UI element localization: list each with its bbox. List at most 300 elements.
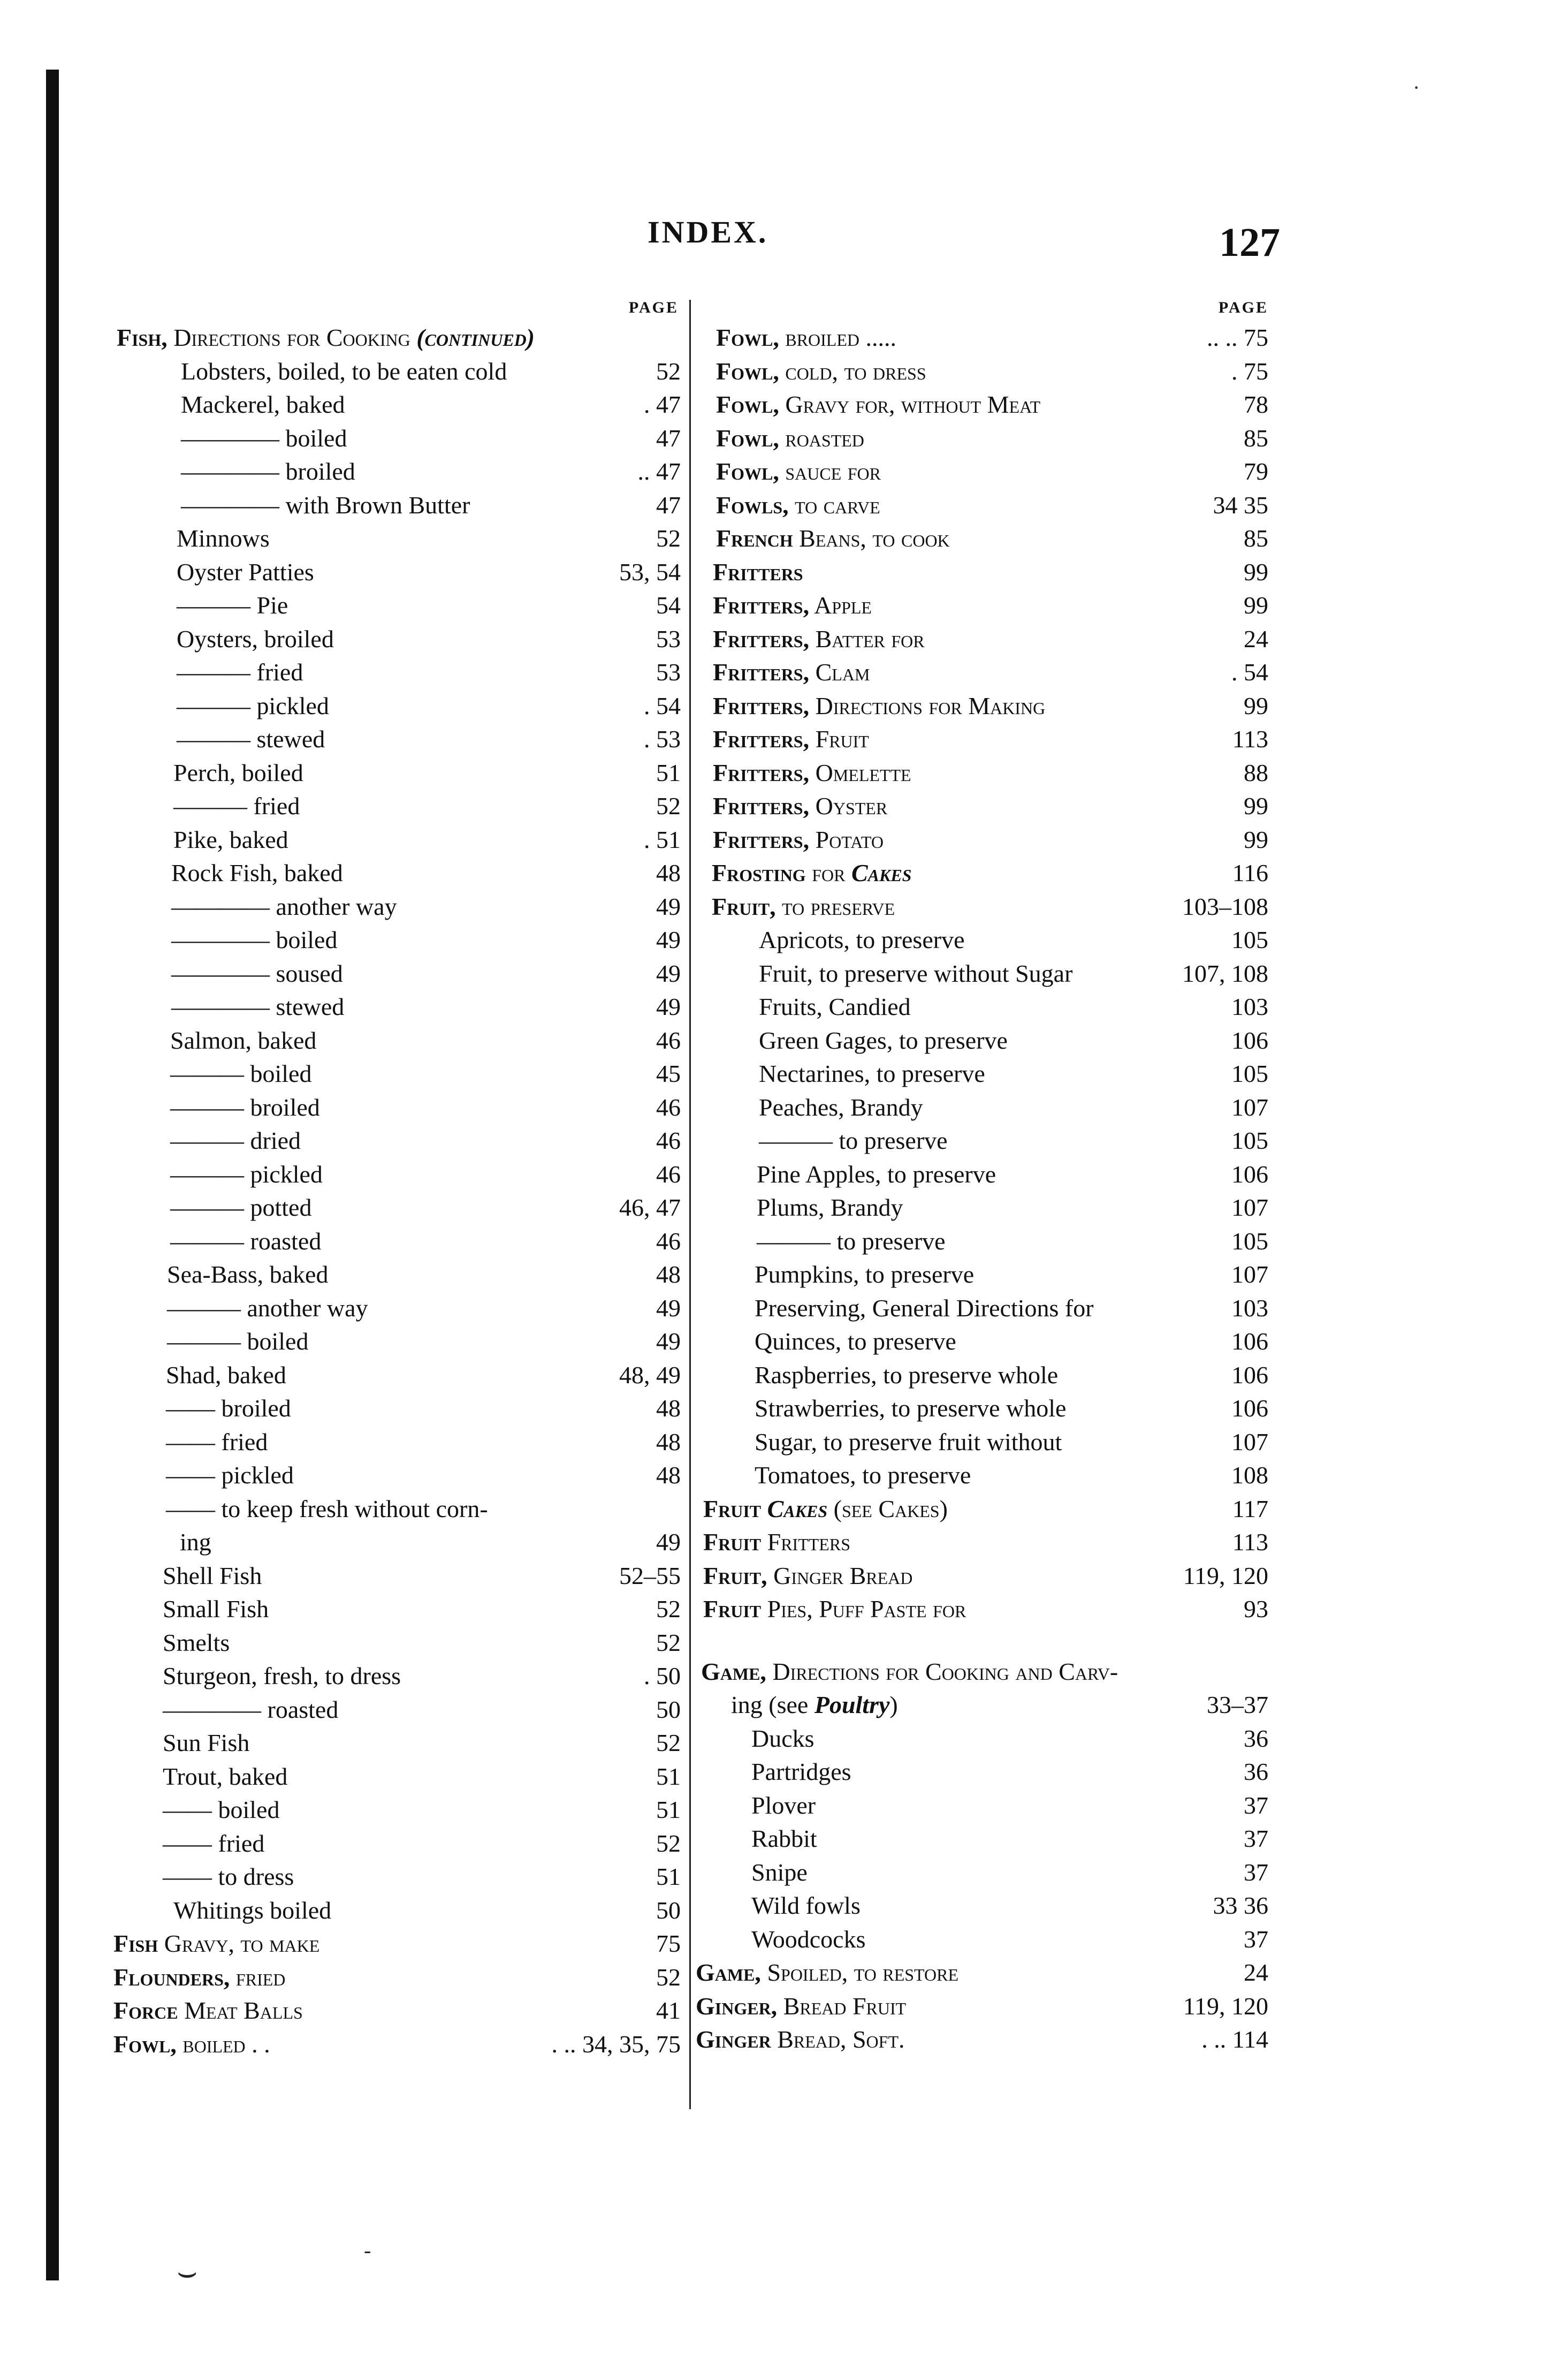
index-entry: [107, 623, 690, 656]
entry-text: Fowl, roasted: [716, 424, 864, 452]
entry-text: Salmon, baked: [170, 1026, 317, 1054]
entry-page: 53: [656, 625, 681, 653]
index-entry: [107, 455, 690, 489]
index-entry: [107, 1894, 690, 1928]
entry-text: Sturgeon, fresh, to dress: [163, 1662, 401, 1689]
entry-page: 75: [656, 1930, 681, 1957]
entry-page: 37: [1244, 1791, 1268, 1819]
entry-page: 48, 49: [619, 1361, 681, 1389]
entry-page: 106: [1231, 1026, 1268, 1054]
entry-text: French Beans, to cook: [716, 525, 950, 552]
index-entry: [696, 1426, 1274, 1459]
entry-page: 47: [656, 491, 681, 519]
entry-text: Small Fish: [163, 1595, 269, 1623]
index-entry: [107, 355, 690, 389]
entry-text: ———— boiled: [181, 424, 347, 452]
entry-text: Ducks: [751, 1724, 814, 1752]
section-gap: [696, 1626, 1274, 1655]
index-entry: [696, 656, 1274, 689]
index-entry: [107, 1459, 690, 1492]
entry-page: 37: [1244, 1858, 1268, 1886]
index-entry: [696, 1593, 1274, 1626]
index-entry: [696, 1158, 1274, 1192]
entry-text: ———— boiled: [171, 926, 338, 953]
entry-page: 41: [656, 1997, 681, 2024]
entry-page: . 75: [1231, 357, 1268, 385]
entry-page: 103: [1231, 993, 1268, 1020]
entry-text: Fish Gravy, to make: [113, 1930, 320, 1957]
index-entry: [696, 1923, 1274, 1957]
entry-text: Fruit, Ginger Bread: [703, 1562, 913, 1589]
entry-text: Partridges: [751, 1758, 851, 1785]
index-entry: [696, 455, 1274, 489]
entry-page: . .. 114: [1201, 2026, 1268, 2053]
entry-text: Fowl, boiled . .: [113, 2030, 270, 2058]
entry-page: 52: [656, 1829, 681, 1857]
entry-page: 49: [656, 1294, 681, 1322]
entry-page: 49: [656, 959, 681, 987]
entry-page: 105: [1231, 1060, 1268, 1087]
entry-page: 37: [1244, 1825, 1268, 1852]
index-entry: [107, 388, 690, 422]
entry-text: Shad, baked: [166, 1361, 286, 1389]
entry-text: Fritters, Directions for Making: [713, 692, 1046, 719]
index-entry: [107, 422, 690, 456]
entry-page: 52: [656, 357, 681, 385]
entry-text: ——— to preserve: [757, 1227, 946, 1255]
entry-page: 107: [1231, 1093, 1268, 1121]
entry-text: Fritters, Potato: [713, 825, 884, 853]
index-entry: [696, 489, 1274, 522]
entry-page: 99: [1244, 825, 1268, 853]
index-entry: [696, 857, 1274, 890]
index-entry: [696, 689, 1274, 723]
entry-page: . 47: [644, 391, 681, 418]
entry-page: 107: [1231, 1428, 1268, 1456]
entry-text: Fruit Fritters: [703, 1528, 850, 1556]
entry-page: 51: [656, 1762, 681, 1790]
index-entry: [107, 522, 690, 556]
index-entry: [696, 1057, 1274, 1091]
entry-text: Minnows: [177, 525, 270, 552]
entry-page: 103: [1231, 1294, 1268, 1322]
entry-page: 46: [656, 1160, 681, 1188]
index-entry: [107, 1827, 690, 1861]
index-entry: [107, 556, 690, 589]
entry-text: ———— broiled: [181, 458, 355, 485]
entry-text: ——— another way: [167, 1294, 368, 1322]
index-entry: [107, 957, 690, 991]
entry-text: Raspberries, to preserve whole: [755, 1361, 1059, 1389]
entry-page: 78: [1244, 391, 1268, 418]
entry-text: Quinces, to preserve: [755, 1328, 956, 1355]
entry-page: 107, 108: [1182, 959, 1268, 987]
index-entry: [696, 756, 1274, 790]
entry-text: Plums, Brandy: [757, 1194, 903, 1221]
index-entry: [696, 1990, 1274, 2023]
entry-text: Shell Fish: [163, 1562, 262, 1589]
entry-text: Fowls, to carve: [716, 491, 880, 519]
entry-text: Game, Spoiled, to restore: [696, 1959, 959, 1986]
column-header: [107, 289, 690, 321]
entry-text: Woodcocks: [751, 1925, 866, 1953]
index-entry: [696, 1225, 1274, 1259]
index-entry: [107, 2028, 690, 2061]
entry-page: 48: [656, 859, 681, 886]
entry-page: 116: [1232, 859, 1268, 886]
entry-text: Fritters, Batter for: [713, 625, 925, 653]
entry-text: Flounders, fried: [113, 1963, 286, 1991]
entry-page: 93: [1244, 1595, 1268, 1623]
index-entry: [107, 857, 690, 890]
entry-page: 46: [656, 1026, 681, 1054]
entry-page: 52: [656, 792, 681, 820]
entry-page: 36: [1244, 1758, 1268, 1785]
entry-text: ——— dried: [170, 1127, 301, 1154]
entry-text: Trout, baked: [163, 1762, 288, 1790]
entry-page: 106: [1231, 1394, 1268, 1422]
index-entry: [696, 723, 1274, 756]
entry-text: Sea-Bass, baked: [167, 1261, 329, 1288]
entry-text: Rabbit: [751, 1825, 817, 1852]
index-column-right: [696, 289, 1274, 2057]
index-entry: [107, 1191, 690, 1225]
entry-text: Whitings boiled: [173, 1896, 332, 1924]
index-entry: [696, 1956, 1274, 1990]
entry-page: 48: [656, 1261, 681, 1288]
index-entry: [107, 1760, 690, 1794]
index-entry: [107, 790, 690, 823]
index-entry: [696, 1359, 1274, 1392]
index-entry: [107, 890, 690, 924]
entry-text: ——— Pie: [177, 592, 288, 619]
entry-page: 24: [1244, 625, 1268, 653]
index-entry: [107, 1860, 690, 1894]
entry-page: 106: [1231, 1160, 1268, 1188]
entry-text: —— fried: [163, 1829, 265, 1857]
index-entry: [696, 990, 1274, 1024]
index-entry: [696, 1258, 1274, 1292]
index-entry: [107, 1158, 690, 1192]
entry-text: Smelts: [163, 1628, 230, 1656]
entry-page: 46: [656, 1093, 681, 1121]
entry-page: 52: [656, 1963, 681, 1991]
index-entry: [696, 1655, 1274, 1689]
entry-text: ———— stewed: [171, 993, 345, 1020]
index-entry: [696, 790, 1274, 823]
index-entry: [696, 1722, 1274, 1756]
entry-text: Snipe: [751, 1858, 808, 1886]
index-entry: [696, 1124, 1274, 1158]
entry-page: 45: [656, 1060, 681, 1087]
index-entry: [107, 923, 690, 957]
entry-page: 85: [1244, 525, 1268, 552]
entry-text: ———— roasted: [163, 1695, 339, 1723]
entry-text: Plover: [751, 1791, 816, 1819]
entry-text: Pumpkins, to preserve: [755, 1261, 975, 1288]
entry-page: 47: [656, 424, 681, 452]
entry-page: 54: [656, 592, 681, 619]
entry-text: Fowl, Gravy for, without Meat: [716, 391, 1041, 418]
entry-page: 51: [656, 1796, 681, 1823]
page-column-heading: PAGE: [1218, 299, 1268, 316]
index-entry: [107, 1359, 690, 1392]
entry-text: Mackerel, baked: [181, 391, 345, 418]
index-entry: [696, 1688, 1274, 1722]
entry-page: 37: [1244, 1925, 1268, 1953]
entry-text: Peaches, Brandy: [759, 1093, 923, 1121]
entry-text: Fish, Directions for Cooking (continued): [117, 324, 535, 351]
entry-page: 119, 120: [1183, 1562, 1268, 1589]
index-entry: [696, 1856, 1274, 1890]
entry-text: Pine Apples, to preserve: [757, 1160, 996, 1188]
entry-text: Fritters, Oyster: [713, 792, 888, 820]
entry-page: 50: [656, 1695, 681, 1723]
entry-page: . 54: [1231, 658, 1268, 686]
entry-page: . .. 34, 35, 75: [551, 2030, 681, 2058]
index-entry: [107, 1726, 690, 1760]
index-entry: [107, 756, 690, 790]
index-entry: [107, 1693, 690, 1727]
index-entry: [696, 1526, 1274, 1559]
index-entry: [107, 1024, 690, 1058]
index-entry: [696, 823, 1274, 857]
entry-page: 53: [656, 658, 681, 686]
entry-text: —— broiled: [166, 1394, 291, 1422]
entry-page: 52: [656, 525, 681, 552]
entry-text: ———— with Brown Butter: [181, 491, 470, 519]
entry-text: —— fried: [166, 1428, 268, 1456]
index-entry: [107, 1124, 690, 1158]
index-entry: [107, 1492, 690, 1526]
entry-text: ——— roasted: [170, 1227, 322, 1255]
entry-text: —— to dress: [163, 1863, 294, 1890]
index-entry: [696, 1325, 1274, 1359]
index-entry: [107, 1626, 690, 1660]
entry-page: 33–37: [1207, 1691, 1268, 1718]
index-entry: [696, 623, 1274, 656]
entry-page: 103–108: [1182, 892, 1268, 920]
entry-text: Strawberries, to preserve whole: [755, 1394, 1067, 1422]
entry-page: 105: [1231, 1127, 1268, 1154]
entry-page: . 54: [644, 692, 681, 719]
index-entry: [696, 1789, 1274, 1823]
entry-text: Fritters, Apple: [713, 592, 872, 619]
entry-text: ——— stewed: [177, 725, 325, 753]
index-column-left: [107, 289, 690, 2061]
entry-page: . 51: [644, 825, 681, 853]
entry-text: ——— pickled: [170, 1160, 323, 1188]
index-entry: [107, 589, 690, 623]
entry-page: 107: [1231, 1194, 1268, 1221]
index-entry: [696, 957, 1274, 991]
entry-page: 24: [1244, 1959, 1268, 1986]
index-entry: [696, 321, 1274, 355]
ink-speck-icon: ·: [1413, 75, 1420, 100]
index-entry: [696, 890, 1274, 924]
index-entry: [107, 1225, 690, 1259]
entry-page: 49: [656, 1528, 681, 1556]
ink-dash-icon: ‐: [364, 2238, 371, 2262]
index-entry: [107, 1426, 690, 1459]
index-entry: [696, 589, 1274, 623]
entry-text: Preserving, General Directions for: [755, 1294, 1094, 1322]
entry-page: .. 47: [637, 458, 681, 485]
entry-text: Game, Directions for Cooking and Carv-: [701, 1657, 1118, 1685]
index-entry: [107, 689, 690, 723]
entry-page: 117: [1232, 1495, 1268, 1522]
index-entry: [696, 422, 1274, 456]
index-entry: [696, 923, 1274, 957]
entry-text: Perch, boiled: [173, 759, 303, 786]
entry-page: 36: [1244, 1724, 1268, 1752]
index-entry: [696, 388, 1274, 422]
page-column-heading: PAGE: [628, 299, 679, 316]
index-entry: [107, 656, 690, 689]
index-entry: [696, 556, 1274, 589]
entry-text: —— to keep fresh without corn-: [166, 1495, 488, 1522]
column-header: [696, 289, 1274, 321]
entry-text: Oyster Patties: [177, 558, 314, 586]
index-entry: [107, 1593, 690, 1626]
entry-page: 113: [1232, 725, 1268, 753]
index-entry: [696, 355, 1274, 389]
entry-text: Force Meat Balls: [113, 1997, 303, 2024]
entry-text: ing (see Poultry): [731, 1691, 898, 1718]
entry-text: Tomatoes, to preserve: [755, 1461, 971, 1489]
entry-text: Fowl, sauce for: [716, 458, 881, 485]
entry-text: Green Gages, to preserve: [759, 1026, 1008, 1054]
index-entry: [696, 522, 1274, 556]
index-entry: [107, 1994, 690, 2028]
entry-text: ——— potted: [170, 1194, 312, 1221]
entry-page: 33 36: [1213, 1892, 1268, 1919]
entry-page: 46, 47: [619, 1194, 681, 1221]
entry-text: Nectarines, to preserve: [759, 1060, 985, 1087]
entry-text: Fritters, Omelette: [713, 759, 911, 786]
index-entry: [107, 1091, 690, 1125]
entry-text: ——— broiled: [170, 1093, 320, 1121]
entry-page: 105: [1231, 926, 1268, 953]
entry-page: 106: [1231, 1328, 1268, 1355]
binding-edge: [46, 70, 59, 2280]
entry-page: 108: [1231, 1461, 1268, 1489]
entry-text: Wild fowls: [751, 1892, 861, 1919]
entry-text: ——— pickled: [177, 692, 329, 719]
index-entry: [107, 489, 690, 522]
index-entry: [107, 990, 690, 1024]
index-entry: [696, 1755, 1274, 1789]
entry-page: 99: [1244, 558, 1268, 586]
entry-text: Fruit, to preserve without Sugar: [759, 959, 1073, 987]
entry-page: 49: [656, 993, 681, 1020]
entry-text: ing: [180, 1528, 211, 1556]
entry-text: —— boiled: [163, 1796, 280, 1823]
entry-text: Fowl, cold, to dress: [716, 357, 926, 385]
entry-text: Fruit Cakes (see Cakes): [703, 1495, 948, 1522]
entry-text: Fritters, Clam: [713, 658, 870, 686]
entry-page: 85: [1244, 424, 1268, 452]
entry-text: Rock Fish, baked: [171, 859, 343, 886]
entry-page: 99: [1244, 592, 1268, 619]
entry-text: Fowl, broiled .....: [716, 324, 896, 351]
entry-text: ——— boiled: [167, 1328, 309, 1355]
index-entry: [107, 1057, 690, 1091]
entry-text: —— pickled: [166, 1461, 294, 1489]
entry-text: Fritters: [713, 558, 803, 586]
entry-page: . 53: [644, 725, 681, 753]
entry-page: 50: [656, 1896, 681, 1924]
index-entry: [107, 1927, 690, 1961]
entry-text: ——— fried: [173, 792, 300, 820]
index-entry: [107, 1559, 690, 1593]
entry-text: Sugar, to preserve fruit without: [755, 1428, 1062, 1456]
entry-page: .. .. 75: [1207, 324, 1268, 351]
entry-page: 99: [1244, 692, 1268, 719]
entry-page: 46: [656, 1227, 681, 1255]
entry-text: Pike, baked: [173, 825, 288, 853]
entry-page: 48: [656, 1428, 681, 1456]
entry-page: 53, 54: [619, 558, 681, 586]
index-entry: [107, 723, 690, 756]
entry-text: ——— fried: [177, 658, 303, 686]
entry-page: 49: [656, 926, 681, 953]
page-number: 127: [1219, 220, 1280, 265]
index-entry: [696, 1091, 1274, 1125]
entry-page: 52: [656, 1729, 681, 1756]
entry-text: Fritters, Fruit: [713, 725, 869, 753]
index-entry: [107, 1292, 690, 1325]
index-entry: [696, 2023, 1274, 2057]
entry-page: 48: [656, 1461, 681, 1489]
pencil-marks-icon: ⌣: [177, 2254, 198, 2290]
entry-text: Ginger Bread, Soft.: [696, 2026, 905, 2053]
index-entry: [107, 1961, 690, 1995]
entry-page: 79: [1244, 458, 1268, 485]
index-entry: [696, 1822, 1274, 1856]
index-entry: [107, 823, 690, 857]
entry-page: 113: [1232, 1528, 1268, 1556]
index-entry: [696, 1024, 1274, 1058]
index-entry: [696, 1191, 1274, 1225]
entry-page: 52: [656, 1628, 681, 1656]
entry-text: ———— soused: [171, 959, 343, 987]
entry-text: Fruit, to preserve: [712, 892, 895, 920]
running-title: INDEX.: [648, 215, 768, 249]
index-entry: [107, 1659, 690, 1693]
entry-page: 46: [656, 1127, 681, 1154]
entry-page: 119, 120: [1183, 1992, 1268, 2020]
entry-text: Fruit Pies, Puff Paste for: [703, 1595, 966, 1623]
entry-page: 51: [656, 1863, 681, 1890]
entry-page: . 50: [644, 1662, 681, 1689]
index-entry: [696, 1559, 1274, 1593]
entry-text: ——— boiled: [170, 1060, 312, 1087]
index-entry: [107, 1325, 690, 1359]
entry-text: Apricots, to preserve: [759, 926, 965, 953]
index-entry: [696, 1492, 1274, 1526]
entry-text: ———— another way: [171, 892, 397, 920]
entry-page: 106: [1231, 1361, 1268, 1389]
entry-text: ——— to preserve: [759, 1127, 948, 1154]
entry-page: 49: [656, 892, 681, 920]
index-entry: [696, 1889, 1274, 1923]
index-entry: [107, 1392, 690, 1426]
entry-page: 105: [1231, 1227, 1268, 1255]
entry-page: 51: [656, 759, 681, 786]
index-entry: [696, 1459, 1274, 1492]
entry-text: Oysters, broiled: [177, 625, 334, 653]
